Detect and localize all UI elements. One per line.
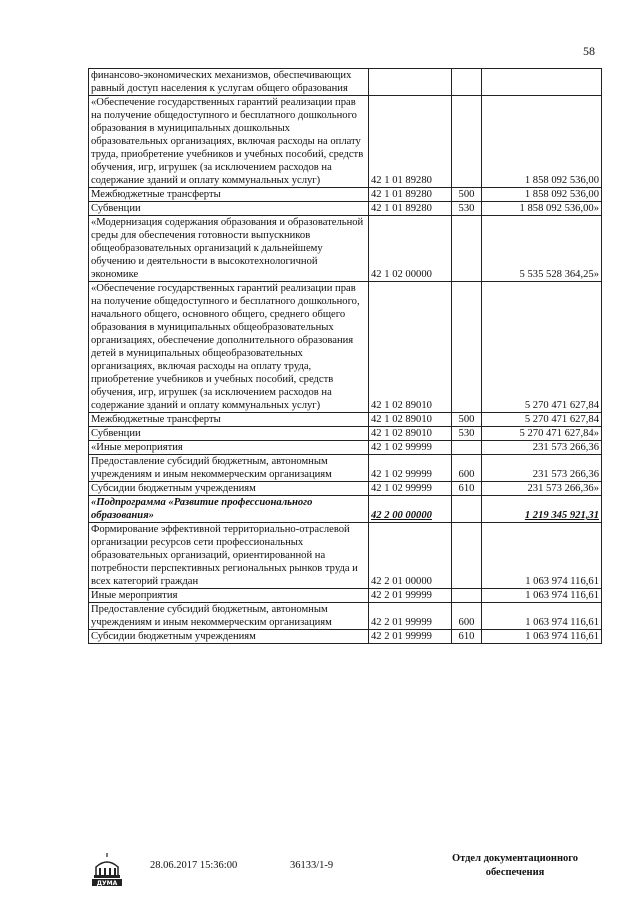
row-vr-code: 610 (452, 482, 482, 496)
table-row (89, 216, 602, 282)
table-row (89, 630, 602, 644)
table-row (89, 603, 602, 630)
row-vr-code: 530 (452, 427, 482, 441)
row-name: Предоставление субсидий бюджетным, автономным учреждениям и иным некоммерческим организациям (89, 455, 369, 482)
row-name: Субвенции (89, 427, 369, 441)
row-vr-code (452, 441, 482, 455)
row-vr-code: 600 (452, 603, 482, 630)
row-name: Субсидии бюджетным учреждениям (89, 630, 369, 644)
row-vr-code (452, 282, 482, 413)
row-sum: 5 535 528 364,25» (482, 216, 602, 282)
row-vr-code: 610 (452, 630, 482, 644)
page-number: 58 (583, 44, 595, 58)
row-name: «Обеспечение государственных гарантий реализации прав на получение общедоступного и бесплатного дошкольного образования в муниципальных дошкольных образовательных организациях, включая расходы на оплату труда, приобретение учебников и учебных пособий, средств обучения, игр, игрушек (за исключением расходов на содержание зданий и оплату коммунальных услуг) (89, 96, 369, 188)
row-vr-code: 600 (452, 455, 482, 482)
row-vr-code (452, 496, 482, 523)
row-csr-code: 42 1 01 89280 (369, 96, 452, 188)
table-row (89, 413, 602, 427)
row-sum: 1 063 974 116,61 (482, 630, 602, 644)
table-row (89, 496, 602, 523)
row-csr-code: 42 2 01 99999 (369, 630, 452, 644)
row-sum: 1 063 974 116,61 (482, 603, 602, 630)
row-vr-code (452, 96, 482, 188)
duma-emblem-icon (88, 851, 126, 889)
table-row (89, 523, 602, 589)
row-vr-code: 500 (452, 188, 482, 202)
row-csr-code: 42 2 01 00000 (369, 523, 452, 589)
row-sum: 5 270 471 627,84 (482, 282, 602, 413)
row-name: Иные мероприятия (89, 589, 369, 603)
seal-label: ДУМА (96, 880, 118, 887)
row-sum: 5 270 471 627,84» (482, 427, 602, 441)
row-name: Межбюджетные трансферты (89, 413, 369, 427)
row-name: «Подпрограмма «Развитие профессионального образования» (89, 496, 369, 523)
table-row (89, 202, 602, 216)
budget-table (88, 68, 602, 644)
table-row (89, 427, 602, 441)
row-vr-code (452, 589, 482, 603)
footer-doc-number: 36133/1-9 (290, 860, 334, 871)
row-csr-code: 42 2 01 99999 (369, 603, 452, 630)
row-name: Формирование эффективной территориально-отраслевой организации ресурсов сети профессиональных образовательных организаций, ориентированной на потребности перспективных региональных рынков труда и всех категорий граждан (89, 523, 369, 589)
budget-table-body (89, 69, 602, 644)
row-sum: 1 858 092 536,00» (482, 202, 602, 216)
row-vr-code: 530 (452, 202, 482, 216)
row-csr-code: 42 1 02 99999 (369, 482, 452, 496)
row-sum: 1 858 092 536,00 (482, 188, 602, 202)
row-sum: 231 573 266,36» (482, 482, 602, 496)
row-sum: 231 573 266,36 (482, 441, 602, 455)
row-name: Субсидии бюджетным учреждениям (89, 482, 369, 496)
row-sum: 1 063 974 116,61 (482, 589, 602, 603)
row-sum: 1 858 092 536,00 (482, 96, 602, 188)
table-row (89, 188, 602, 202)
row-name: «Обеспечение государственных гарантий реализации прав на получение общедоступного и бесплатного дошкольного, начального общего, основного общего, среднего общего образования в муниципальных общеобразовательных организациях, обеспечение дополнительного образования детей в муниципальных общеобразовательных организациях, включая расходы на оплату труда, приобретение учебников и учебных пособий, средств обучения, игр, игрушек (за исключением расходов на содержание зданий и оплату коммунальных услуг) (89, 282, 369, 413)
table-row (89, 441, 602, 455)
row-csr-code: 42 2 00 00000 (369, 496, 452, 523)
table-row (89, 482, 602, 496)
footer-department: Отдел документационного обеспечения (451, 853, 579, 878)
table-row (89, 282, 602, 413)
row-name: Предоставление субсидий бюджетным, автономным учреждениям и иным некоммерческим организациям (89, 603, 369, 630)
row-csr-code (369, 69, 452, 96)
row-sum: 1 219 345 921,31 (482, 496, 602, 523)
row-sum: 5 270 471 627,84 (482, 413, 602, 427)
row-vr-code: 500 (452, 413, 482, 427)
row-name: финансово-экономических механизмов, обеспечивающих равный доступ населения к услугам общего образования (89, 69, 369, 96)
table-row (89, 69, 602, 96)
table-row (89, 589, 602, 603)
row-csr-code: 42 1 01 89280 (369, 188, 452, 202)
row-csr-code: 42 1 02 99999 (369, 455, 452, 482)
row-csr-code: 42 1 02 99999 (369, 441, 452, 455)
row-name: «Модернизация содержания образования и образовательной среды для обеспечения готовности выпускников общеобразовательных организаций к дальнейшему обучению и деятельности в высокотехнологичной экономике (89, 216, 369, 282)
row-vr-code (452, 216, 482, 282)
row-csr-code: 42 1 01 89280 (369, 202, 452, 216)
row-name: «Иные мероприятия (89, 441, 369, 455)
row-csr-code: 42 1 02 89010 (369, 413, 452, 427)
row-name: Межбюджетные трансферты (89, 188, 369, 202)
row-vr-code (452, 523, 482, 589)
row-csr-code: 42 2 01 99999 (369, 589, 452, 603)
row-csr-code: 42 1 02 89010 (369, 282, 452, 413)
row-csr-code: 42 1 02 00000 (369, 216, 452, 282)
row-sum (482, 69, 602, 96)
row-csr-code: 42 1 02 89010 (369, 427, 452, 441)
table-row (89, 96, 602, 188)
row-sum: 231 573 266,36 (482, 455, 602, 482)
row-sum: 1 063 974 116,61 (482, 523, 602, 589)
footer-datetime: 28.06.2017 15:36:00 (150, 860, 238, 871)
table-row (89, 455, 602, 482)
row-name: Субвенции (89, 202, 369, 216)
row-vr-code (452, 69, 482, 96)
